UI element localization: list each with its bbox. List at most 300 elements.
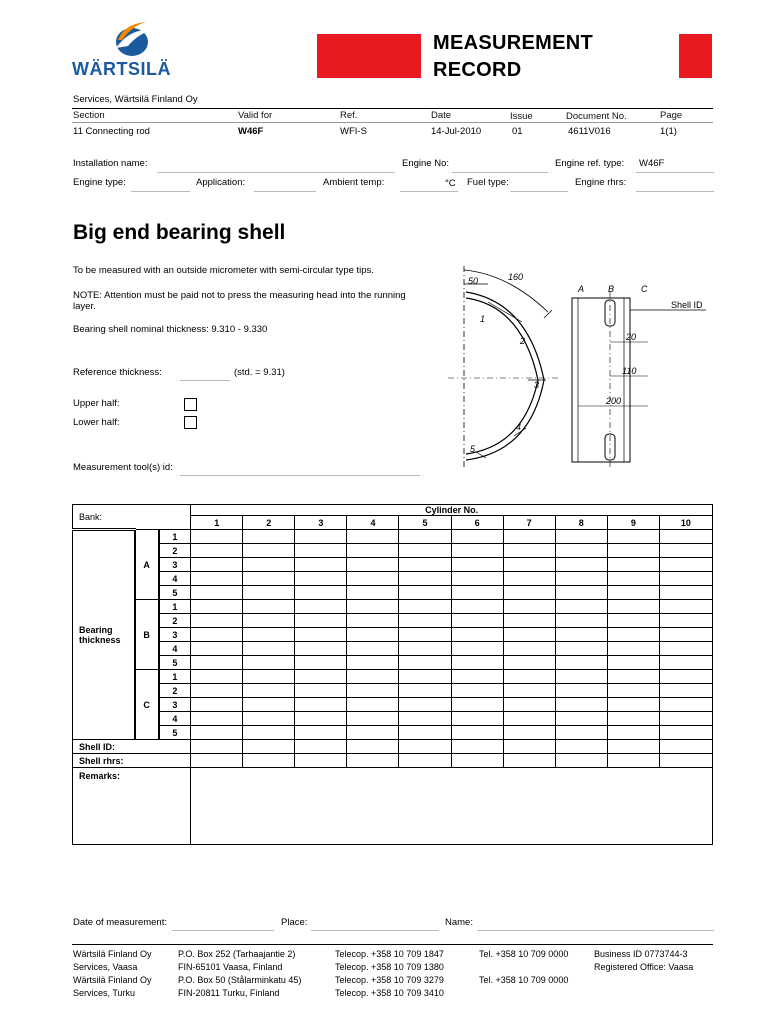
measurement-cell[interactable] <box>295 530 347 544</box>
measurement-cell[interactable] <box>555 628 607 642</box>
measurement-cell[interactable] <box>555 600 607 614</box>
point-number: 1 <box>159 670 191 684</box>
measurement-cell[interactable] <box>607 628 659 642</box>
measurement-cell[interactable] <box>555 656 607 670</box>
measurement-cell[interactable] <box>659 558 712 572</box>
note-text: NOTE: Attention must be paid not to press the measuring head into the running layer. <box>73 290 406 312</box>
table-row <box>73 698 713 712</box>
shell-rhrs-row <box>73 754 713 768</box>
measurement-cell[interactable] <box>295 740 347 754</box>
label-section: Section <box>73 110 105 121</box>
measurement-cell[interactable] <box>451 530 503 544</box>
footer-text: Registered Office: Vaasa <box>594 962 694 972</box>
measurement-cell[interactable] <box>399 614 451 628</box>
footer-text: Telecop. +358 10 709 3410 <box>335 988 444 998</box>
measurement-cell[interactable] <box>243 642 295 656</box>
measurement-cell[interactable] <box>399 754 451 768</box>
measurement-cell[interactable] <box>399 698 451 712</box>
measurement-cell[interactable] <box>659 740 712 754</box>
measurement-cell[interactable] <box>191 656 243 670</box>
footer-text: FIN-65101 Vaasa, Finland <box>178 962 283 972</box>
bearing-shell-diagram <box>448 262 718 474</box>
place-field[interactable] <box>311 930 439 931</box>
measurement-cell[interactable] <box>555 684 607 698</box>
measurement-cell[interactable] <box>451 586 503 600</box>
measurement-cell[interactable] <box>607 614 659 628</box>
measurement-cell[interactable] <box>503 684 555 698</box>
measurement-cell[interactable] <box>191 698 243 712</box>
measurement-cell[interactable] <box>607 698 659 712</box>
measurement-cell[interactable] <box>243 586 295 600</box>
label-c: C <box>641 284 648 294</box>
measurement-cell[interactable] <box>243 712 295 726</box>
measurement-cell[interactable] <box>503 740 555 754</box>
measurement-cell[interactable] <box>659 642 712 656</box>
point-number: 1 <box>159 530 191 544</box>
cylinder-number: 2 <box>243 516 295 530</box>
measurement-cell[interactable] <box>347 754 399 768</box>
measurement-cell[interactable] <box>399 558 451 572</box>
measurement-cell[interactable] <box>347 586 399 600</box>
engine-ref-type-label: Engine ref. type: <box>555 158 625 169</box>
measurement-cell[interactable] <box>503 586 555 600</box>
footer-col-2 <box>178 948 301 1000</box>
measurement-cell[interactable] <box>555 712 607 726</box>
footer-text: Services, Vaasa <box>73 962 138 972</box>
measurement-cell[interactable] <box>607 740 659 754</box>
measurement-cell[interactable] <box>659 544 712 558</box>
measurement-cell[interactable] <box>347 600 399 614</box>
measurement-cell[interactable] <box>191 712 243 726</box>
place-label: Place: <box>281 917 308 928</box>
measurement-cell[interactable] <box>659 712 712 726</box>
measurement-cell[interactable] <box>451 614 503 628</box>
measurement-cell[interactable] <box>555 530 607 544</box>
shell-rhrs-row-label: Shell rhrs: <box>73 754 191 768</box>
measurement-cell[interactable] <box>191 740 243 754</box>
point-5: 5 <box>470 444 476 454</box>
name-field[interactable] <box>477 930 714 931</box>
measurement-cell[interactable] <box>191 670 243 684</box>
lower-half-checkbox[interactable] <box>184 416 197 429</box>
cylinder-number: 9 <box>607 516 659 530</box>
measurement-cell[interactable] <box>451 670 503 684</box>
point-number: 2 <box>159 614 191 628</box>
measurement-cell[interactable] <box>555 614 607 628</box>
measurement-cell[interactable] <box>295 726 347 740</box>
measurement-cell[interactable] <box>451 712 503 726</box>
measurement-cell[interactable] <box>347 712 399 726</box>
point-number: 3 <box>159 558 191 572</box>
application-label: Application: <box>196 177 246 188</box>
measurement-cell[interactable] <box>295 684 347 698</box>
measurement-cell[interactable] <box>503 754 555 768</box>
upper-half-checkbox[interactable] <box>184 398 197 411</box>
measurement-cell[interactable] <box>659 754 712 768</box>
measurement-tool-label: Measurement tool(s) id: <box>73 462 173 473</box>
table-row <box>73 628 713 642</box>
cylinder-number: 5 <box>399 516 451 530</box>
measurement-cell[interactable] <box>295 614 347 628</box>
measurement-cell[interactable] <box>503 656 555 670</box>
measurement-cell[interactable] <box>399 684 451 698</box>
point-number: 4 <box>159 572 191 586</box>
measurement-cell[interactable] <box>191 572 243 586</box>
engine-type-field[interactable] <box>131 191 190 192</box>
measurement-cell[interactable] <box>295 670 347 684</box>
measurement-cell[interactable] <box>503 712 555 726</box>
measurement-cell[interactable] <box>295 754 347 768</box>
measurement-cell[interactable] <box>555 642 607 656</box>
measurement-cell[interactable] <box>347 558 399 572</box>
measurement-cell[interactable] <box>399 628 451 642</box>
measurement-cell[interactable] <box>399 642 451 656</box>
point-1: 1 <box>480 314 486 324</box>
measurement-cell[interactable] <box>191 754 243 768</box>
table-row <box>73 642 713 656</box>
measurement-cell[interactable] <box>607 586 659 600</box>
measurement-cell[interactable] <box>503 530 555 544</box>
measurement-cell[interactable] <box>243 614 295 628</box>
measurement-cell[interactable] <box>399 572 451 586</box>
label-shell-id: Shell ID <box>671 300 703 310</box>
measurement-cell[interactable] <box>295 628 347 642</box>
measurement-cell[interactable] <box>191 726 243 740</box>
measurement-cell[interactable] <box>451 572 503 586</box>
measurement-cell[interactable] <box>555 670 607 684</box>
point-3: 3 <box>534 380 540 390</box>
engine-no-label: Engine No: <box>402 158 450 169</box>
measurement-cell[interactable] <box>243 530 295 544</box>
footer-text: Wärtsilä Finland Oy <box>73 975 152 985</box>
remarks-field[interactable] <box>191 768 713 845</box>
measurement-cell[interactable] <box>607 712 659 726</box>
footer-text: P.O. Box 50 (Stålarminkatu 45) <box>178 975 302 985</box>
measurement-cell[interactable] <box>555 586 607 600</box>
date-of-measurement-field[interactable] <box>172 930 274 931</box>
measurement-cell[interactable] <box>607 600 659 614</box>
footer-text: Telecop. +358 10 709 3279 <box>335 975 444 985</box>
measurement-cell[interactable] <box>191 642 243 656</box>
measurement-cell[interactable] <box>451 726 503 740</box>
measurement-cell[interactable] <box>451 600 503 614</box>
fuel-type-field[interactable] <box>510 191 568 192</box>
engine-no-field[interactable] <box>452 172 548 173</box>
engine-type-label: Engine type: <box>73 177 126 188</box>
measurement-cell[interactable] <box>503 558 555 572</box>
company-line: Services, Wärtsilä Finland Oy <box>73 94 198 105</box>
shell-id-row-label: Shell ID: <box>73 740 191 754</box>
measurement-cell[interactable] <box>295 544 347 558</box>
bank-a-label: A <box>135 530 159 600</box>
value-page: 1(1) <box>660 126 677 137</box>
doc-title <box>433 30 593 84</box>
dim-160: 160 <box>508 272 524 282</box>
measurement-cell[interactable] <box>295 712 347 726</box>
measurement-cell[interactable] <box>555 726 607 740</box>
table-row <box>73 670 713 684</box>
ambient-temp-field[interactable] <box>400 191 458 192</box>
engine-ref-type-field[interactable] <box>636 172 714 173</box>
point-number: 1 <box>159 600 191 614</box>
measurement-cell[interactable] <box>555 754 607 768</box>
point-number: 3 <box>159 698 191 712</box>
measurement-cell[interactable] <box>451 558 503 572</box>
doc-title-line1: MEASUREMENT <box>433 32 593 54</box>
label-page: Page <box>660 110 683 121</box>
measurement-cell[interactable] <box>347 670 399 684</box>
table-row <box>73 712 713 726</box>
footer-col-5 <box>594 948 693 974</box>
measurement-cell[interactable] <box>243 656 295 670</box>
installation-name-field[interactable] <box>157 172 395 173</box>
measurement-cell[interactable] <box>191 530 243 544</box>
measurement-cell[interactable] <box>243 670 295 684</box>
measurement-cell[interactable] <box>503 600 555 614</box>
reference-thickness-label: Reference thickness: <box>73 367 162 378</box>
bank-b-label: B <box>135 600 159 670</box>
nominal-thickness-text: Bearing shell nominal thickness: 9.310 - 9.330 <box>73 324 268 335</box>
installation-name-label: Installation name: <box>73 158 148 169</box>
shell-id-row <box>73 740 713 754</box>
table-row <box>73 684 713 698</box>
temp-unit: °C <box>445 178 456 189</box>
measurement-cell[interactable] <box>451 684 503 698</box>
measurement-cell[interactable] <box>451 642 503 656</box>
measurement-cell[interactable] <box>243 684 295 698</box>
measurement-cell[interactable] <box>347 698 399 712</box>
measurement-cell[interactable] <box>347 656 399 670</box>
footer-col-1 <box>73 948 152 1000</box>
footer-text: Services, Turku <box>73 988 136 998</box>
measurement-cell[interactable] <box>659 628 712 642</box>
measurement-cell[interactable] <box>607 642 659 656</box>
measurement-cell[interactable] <box>607 544 659 558</box>
measurement-cell[interactable] <box>659 586 712 600</box>
table-row <box>73 614 713 628</box>
measurement-cell[interactable] <box>555 698 607 712</box>
measurement-cell[interactable] <box>191 558 243 572</box>
measurement-cell[interactable] <box>451 656 503 670</box>
footer-text: Telecop. +358 10 709 1380 <box>335 962 444 972</box>
footer-text: FIN-20811 Turku, Finland <box>178 988 280 998</box>
engine-ref-type-value: W46F <box>639 158 665 169</box>
measurement-cell[interactable] <box>503 572 555 586</box>
measurement-cell[interactable] <box>659 600 712 614</box>
label-b: B <box>608 284 615 294</box>
measurement-cell[interactable] <box>607 726 659 740</box>
point-number: 4 <box>159 712 191 726</box>
measurement-cell[interactable] <box>659 530 712 544</box>
measurement-cell[interactable] <box>243 754 295 768</box>
measurement-cell[interactable] <box>191 600 243 614</box>
wartsila-logo <box>72 18 182 80</box>
measurement-cell[interactable] <box>295 698 347 712</box>
measurement-cell[interactable] <box>451 754 503 768</box>
measurement-cell[interactable] <box>451 740 503 754</box>
measurement-cell[interactable] <box>295 558 347 572</box>
measurement-cell[interactable] <box>347 614 399 628</box>
header-divider <box>72 108 713 109</box>
measurement-cell[interactable] <box>503 726 555 740</box>
lower-half-label: Lower half: <box>73 417 120 428</box>
value-date: 14-Jul-2010 <box>431 126 482 137</box>
reference-thickness-field[interactable] <box>180 380 230 381</box>
measurement-cell[interactable] <box>347 684 399 698</box>
measurement-cell[interactable] <box>451 544 503 558</box>
point-number: 3 <box>159 628 191 642</box>
measurement-cell[interactable] <box>347 642 399 656</box>
measurement-cell[interactable] <box>399 726 451 740</box>
measurement-cell[interactable] <box>659 572 712 586</box>
measurement-cell[interactable] <box>347 726 399 740</box>
measurement-cell[interactable] <box>399 670 451 684</box>
measurement-cell[interactable] <box>607 684 659 698</box>
measurement-cell[interactable] <box>295 600 347 614</box>
measurement-cell[interactable] <box>399 544 451 558</box>
measurement-cell[interactable] <box>243 600 295 614</box>
label-valid-for: Valid for <box>238 110 273 121</box>
measurement-cell[interactable] <box>399 656 451 670</box>
measurement-cell[interactable] <box>659 684 712 698</box>
footer-col-3 <box>335 948 444 1000</box>
measurement-cell[interactable] <box>191 628 243 642</box>
measurement-cell[interactable] <box>191 544 243 558</box>
engine-rhrs-label: Engine rhrs: <box>575 177 627 188</box>
point-number: 5 <box>159 586 191 600</box>
table-row <box>73 656 713 670</box>
measurement-cell[interactable] <box>243 726 295 740</box>
page-heading: Big end bearing shell <box>73 221 286 244</box>
measurement-cell[interactable] <box>347 530 399 544</box>
footer-text: Tel. +358 10 709 0000 <box>479 949 569 959</box>
label-a: A <box>578 284 585 294</box>
name-label: Name: <box>445 917 473 928</box>
value-document-no: 4611V016 <box>568 126 611 137</box>
footer-text: Wärtsilä Finland Oy <box>73 949 152 959</box>
table-row <box>73 544 713 558</box>
measurement-cell[interactable] <box>607 530 659 544</box>
table-row <box>73 586 713 600</box>
measurement-cell[interactable] <box>191 684 243 698</box>
measurement-cell[interactable] <box>451 698 503 712</box>
measurement-cell[interactable] <box>191 614 243 628</box>
dim-50: 50 <box>468 276 479 286</box>
measurement-cell[interactable] <box>607 572 659 586</box>
measurement-cell[interactable] <box>347 572 399 586</box>
measurement-cell[interactable] <box>555 558 607 572</box>
measurement-cell[interactable] <box>659 614 712 628</box>
measurement-cell[interactable] <box>607 670 659 684</box>
measurement-cell[interactable] <box>451 628 503 642</box>
measurement-cell[interactable] <box>659 726 712 740</box>
measurement-cell[interactable] <box>399 586 451 600</box>
point-4: 4 <box>516 422 522 432</box>
footer-divider <box>72 944 713 945</box>
measurement-cell[interactable] <box>243 740 295 754</box>
measurement-cell[interactable] <box>503 544 555 558</box>
label-ref: Ref. <box>340 110 358 121</box>
dim-20: 20 <box>626 332 637 342</box>
measurement-cell[interactable] <box>503 614 555 628</box>
bank-label: Bank: <box>73 505 191 530</box>
measurement-cell[interactable] <box>295 656 347 670</box>
measurement-cell[interactable] <box>659 656 712 670</box>
remarks-label: Remarks: <box>73 768 191 845</box>
point-number: 2 <box>159 544 191 558</box>
measurement-cell[interactable] <box>295 572 347 586</box>
fuel-type-label: Fuel type: <box>467 177 509 188</box>
header-row-divider <box>72 122 713 123</box>
measurement-cell[interactable] <box>295 586 347 600</box>
measurement-cell[interactable] <box>503 698 555 712</box>
value-ref: WFI-S <box>340 126 367 137</box>
measurement-cell[interactable] <box>659 698 712 712</box>
point-number: 5 <box>159 726 191 740</box>
remarks-row <box>73 768 713 845</box>
measurement-cell[interactable] <box>243 544 295 558</box>
measurement-cell[interactable] <box>243 558 295 572</box>
measurement-cell[interactable] <box>607 754 659 768</box>
measurement-cell[interactable] <box>295 642 347 656</box>
cylinder-number: 10 <box>659 516 712 530</box>
table-header-row <box>73 505 713 516</box>
cylinder-number: 7 <box>503 516 555 530</box>
measurement-cell[interactable] <box>503 642 555 656</box>
measurement-cell[interactable] <box>503 670 555 684</box>
label-date: Date <box>431 110 452 121</box>
measurement-cell[interactable] <box>555 740 607 754</box>
footer-text: Tel. +358 10 709 0000 <box>479 975 569 985</box>
footer-text: P.O. Box 252 (Tarhaajantie 2) <box>178 949 296 959</box>
value-section: 11 Connecting rod <box>73 126 150 137</box>
measurement-cell[interactable] <box>347 544 399 558</box>
cylinder-number: 4 <box>347 516 399 530</box>
measurement-cell[interactable] <box>243 698 295 712</box>
measurement-cell[interactable] <box>347 628 399 642</box>
measurement-cell[interactable] <box>555 572 607 586</box>
measurement-cell[interactable] <box>347 740 399 754</box>
dim-110: 110 <box>622 366 637 376</box>
table-row <box>73 600 713 614</box>
measurement-cell[interactable] <box>607 558 659 572</box>
measurement-cell[interactable] <box>555 544 607 558</box>
measurement-cell[interactable] <box>243 572 295 586</box>
measurement-cell[interactable] <box>503 628 555 642</box>
footer-text: Telecop. +358 10 709 1847 <box>335 949 444 959</box>
measurement-table <box>72 504 713 845</box>
measurement-cell[interactable] <box>399 530 451 544</box>
table-row <box>73 558 713 572</box>
brand-name: WÄRTSILÄ <box>72 59 171 79</box>
measurement-tool-field[interactable] <box>180 475 420 476</box>
measurement-cell[interactable] <box>659 670 712 684</box>
table-row <box>73 530 713 544</box>
table-row <box>73 726 713 740</box>
measurement-cell[interactable] <box>399 712 451 726</box>
cylinder-number: 6 <box>451 516 503 530</box>
table-row <box>73 572 713 586</box>
point-number: 5 <box>159 656 191 670</box>
application-field[interactable] <box>254 191 316 192</box>
measurement-cell[interactable] <box>191 586 243 600</box>
measurement-cell[interactable] <box>399 740 451 754</box>
engine-rhrs-field[interactable] <box>636 191 714 192</box>
measurement-cell[interactable] <box>399 600 451 614</box>
measurement-cell[interactable] <box>607 656 659 670</box>
measurement-cell[interactable] <box>243 628 295 642</box>
footer-text <box>479 961 568 974</box>
